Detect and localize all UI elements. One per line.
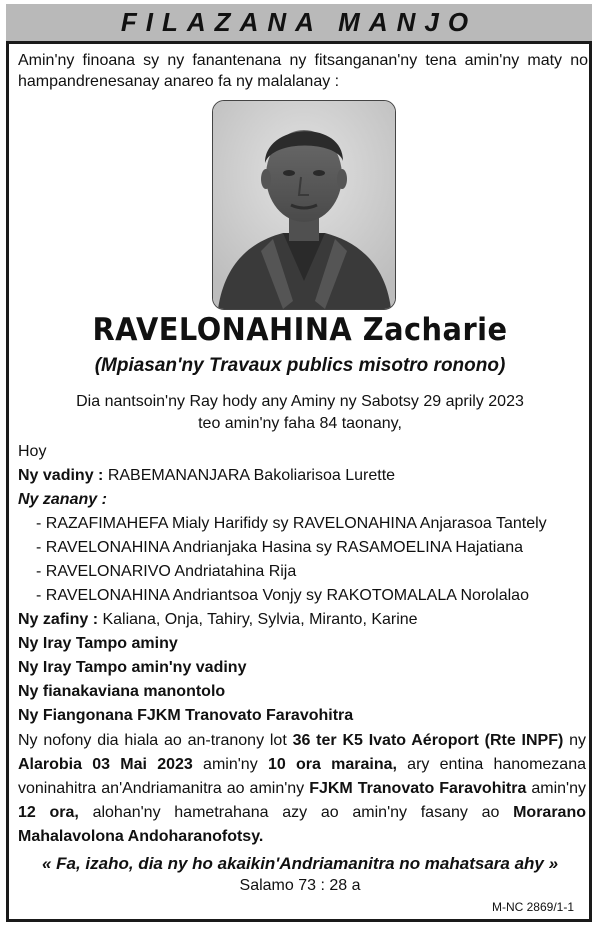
hoy-line: Hoy [18,443,47,460]
grandchildren-label: Ny zafiny : [18,611,99,628]
funeral-time: 10 ora maraina, [267,756,397,773]
spouse-name: RABEMANANJARA Bakoliarisoa Lurette [107,467,396,484]
bible-reference: Salamo 73 : 28 a [239,877,361,894]
funeral-church-time: 12 ora, [18,804,79,821]
funeral-details [18,729,586,849]
grandchildren-line [18,608,588,632]
children-label: Ny zanany : [18,491,107,508]
notice-header [6,4,592,44]
notice-title: FILAZANA MANJO [120,7,478,37]
child-item: - RAVELONARIVO Andriatahina Rija [36,563,297,580]
siblings-line: Ny Iray Tampo aminy [18,635,178,652]
child-item: - RAZAFIMAHEFA Mialy Harifidy sy RAVELONAHINA Anjarasoa Tantely [36,515,547,532]
death-announcement [0,391,600,435]
funeral-text: amin'ny [526,780,586,797]
portrait-photo-image [213,101,395,309]
funeral-date: Alarobia 03 Mai 2023 [18,756,193,773]
spouse-label: Ny vadiny : [18,467,104,484]
family-list [18,440,588,728]
portrait-photo [212,100,396,310]
spouse-line [18,464,588,488]
child-item: - RAVELONAHINA Andriantsoa Vonjy sy RAKOTOMALALA Norolalao [36,587,529,604]
bible-quote: « Fa, izaho, dia ny ho akaikin'Andriamanitra no mahatsara ahy » [41,854,559,873]
funeral-text: ny [563,732,586,749]
deceased-name: RAVELONAHINA Zacharie [92,312,508,348]
funeral-church: FJKM Tranovato Faravohitra [309,780,527,797]
spouse-siblings-line: Ny Iray Tampo amin'ny vadiny [18,659,247,676]
intro-text: Amin'ny finoana sy ny fanantenana ny fitsanganan'ny tena amin'ny maty no hampandrenesanay anareo fa ny malalanay : [18,52,588,90]
funeral-text: ary entina hanomezana voninahitra an'Andriamanitra ao amin'ny [18,756,586,797]
funeral-text: Ny nofony dia hiala ao an-tranony lot [18,732,293,749]
intro-block [18,50,588,92]
death-age-line: teo amin'ny faha 84 taonany, [198,415,402,432]
funeral-text: amin'ny [192,756,268,773]
deceased-role: (Mpiasan'ny Travaux publics misotro ronono) [94,355,506,376]
grandchildren-names: Kaliana, Onja, Tahiry, Sylvia, Miranto, Karine [102,611,418,628]
funeral-text: alohan'ny hametrahana azy ao amin'ny fasany ao [78,804,514,821]
church-line: Ny Fiangonana FJKM Tranovato Faravohitra [18,707,354,724]
child-item: - RAVELONAHINA Andrianjaka Hasina sy RASAMOELINA Hajatiana [36,539,524,556]
burial-place: Morarano Mahalavolona Andoharanofotsy. [18,804,586,845]
funeral-address: 36 ter K5 Ivato Aéroport (Rte INPF) [292,732,564,749]
death-date-line: Dia nantsoin'ny Ray hody any Aminy ny Sabotsy 29 aprily 2023 [76,393,524,410]
notice-reference-code: M-NC 2869/1-1 [491,900,574,914]
whole-family-line: Ny fianakaviana manontolo [18,683,226,700]
